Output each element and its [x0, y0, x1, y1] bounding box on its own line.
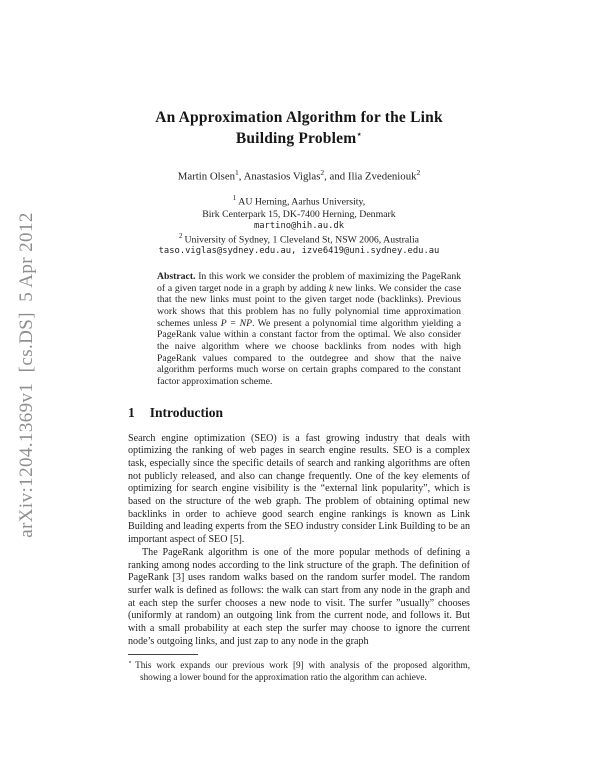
author-name: Anastasios Viglas [243, 170, 321, 183]
affiliation-line: $^1$ AU Herning, Aarhus University, [232, 194, 366, 208]
author-name: Ilia Zvedeniouk [347, 170, 417, 183]
author-affiliation-mark: 1 [235, 167, 239, 177]
title-thanks-star: ⋆ [356, 130, 363, 141]
author-line [128, 168, 470, 183]
body-text [128, 433, 470, 649]
author-separator: , and [324, 170, 348, 183]
paragraph: The PageRank algorithm is one of the more popular methods of defining a ranking among nodes according to the link structure of the graph. The definition of PageRank [3] uses random walks based on the random surfer model. The random surfer walk is defined as follows: the walk can start from any node in the graph and at each step the surfer chooses a new node to visit. The surfer ”usually” chooses (uniformly at random) an outgoing link from the current node, and follows it. But with a small probability at each step the surfer may choose to ignore the current node’s outgoing links, and just zap to any node in the graph [128, 546, 470, 647]
paragraph: Search engine optimization (SEO) is a fast growing industry that deals with optimizing the ranking of web pages in search engine results. SEO is a complex task, especially since the specific details of search and ranking algorithms are often not publicly released, and also can change frequently. One of the key elements of optimizing for search engine visibility is the “external link popularity”, which is based on the structure of the web graph. The problem of obtaining optimal new backlinks in order to achieve good search engine rankings is known as Link Building and leading experts from the SEO industry consider Link Building to be an important aspect of SEO [5]. [128, 432, 470, 546]
abstract [157, 271, 461, 387]
title-line-1: An Approximation Algorithm for the Link [155, 109, 443, 126]
affiliation-email: taso.viglas@sydney.edu.au, izve6419@uni.sydney.edu.au [158, 246, 440, 257]
footnote-rule [128, 654, 198, 655]
abstract-text: In this work we consider the problem of maximizing the PageRank of a given target node in a graph by adding k new links. We consider the case that the new links must point to the given target node (backlinks). Previous work shows that this problem has no fully polynomial time approximation schemes unless P = NP. We present a polynomial time algorithm yielding a PageRank value within a constant factor from the optimal. We also consider the naive algorithm where we choose backlinks from nodes with high PageRank values compared to the outdegree and show that the naive algorithm performs much worse on certain graphs compared to the constant factor approximation scheme. [157, 271, 462, 387]
footnote [128, 654, 470, 684]
section-heading-introduction [128, 405, 470, 421]
affiliation-mark: 1 [232, 194, 237, 203]
paper-title [128, 107, 470, 150]
author-name: Martin Olsen [177, 170, 236, 183]
abstract-label: Abstract. [157, 271, 196, 283]
affiliation-line: $^2$ University of Sydney, 1 Cleveland St, NSW 2006, Australia [178, 231, 420, 246]
affiliation-block [128, 194, 470, 257]
affiliation-email: martino@hih.au.dk [253, 220, 345, 231]
section-number: 1 [128, 404, 135, 420]
page-content [128, 0, 470, 684]
footnote-text: ⋆ This work expands our previous work [9] with analysis of the proposed algorithm, showing a lower bound for the approximation ratio the algorithm can achieve. [128, 658, 470, 683]
affiliation-line: Birk Centerpark 15, DK-7400 Herning, Denmark [202, 208, 396, 220]
author-separator: , [238, 170, 244, 183]
author-affiliation-mark: 2 [320, 167, 325, 177]
author-affiliation-mark: 2 [416, 167, 421, 177]
affiliation-mark: 2 [178, 231, 183, 240]
section-title: Introduction [149, 404, 224, 420]
footnote-star: ⋆ [128, 658, 133, 667]
arxiv-watermark: arXiv:1204.1369v1 [cs.DS] 5 Apr 2012 [16, 212, 37, 538]
title-line-2: Building Problem [235, 130, 357, 148]
